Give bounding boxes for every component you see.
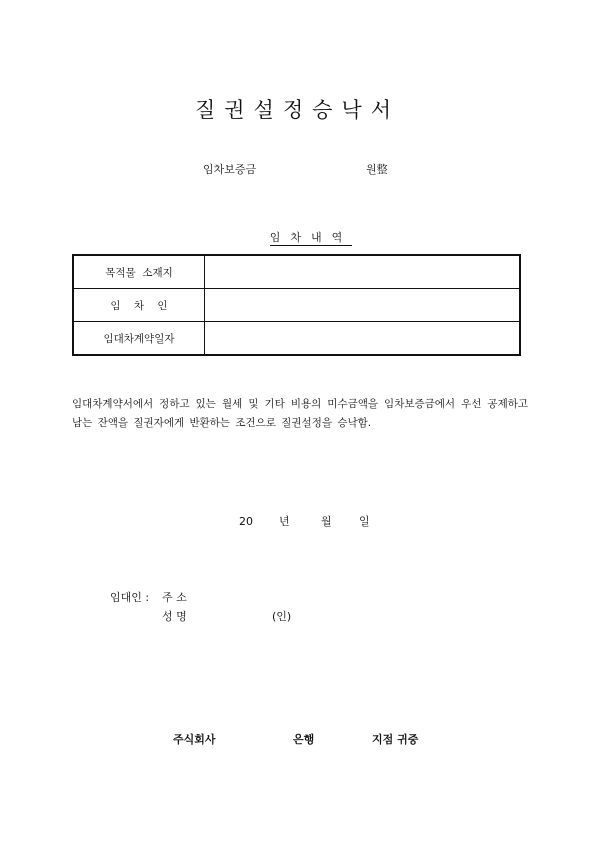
tenant-value [205,289,521,322]
document-title: 질권설정승낙서 [194,98,400,122]
lessor-name-label: 성 명 [162,610,187,623]
table-row [73,289,520,322]
lease-details-table [72,254,521,356]
recipient-branch: 지점 귀중 [372,733,419,746]
tenant-label: 임 차 인 [73,289,205,322]
lessor-address-label: 주 소 [162,591,187,604]
agreement-text: 임대차계약서에서 정하고 있는 월세 및 기타 비용의 미수금액을 임차보증금에서 우선 공제하고 남는 잔액을 질권자에게 반환하는 조건으로 질권설정을 승낙함. [72,398,528,429]
deposit-label: 임차보증금 [203,163,257,176]
deposit-amount-unit: 원整 [366,163,388,176]
property-location-label: 목적물 소재지 [73,255,205,289]
date-line [232,500,370,529]
date-day-unit: 일 [359,515,370,528]
date-month-unit: 월 [321,515,332,528]
date-year-prefix: 20 [239,515,253,528]
contract-date-label: 임대차계약일자 [73,322,205,356]
recipient-bank: 은행 [293,733,315,746]
contract-date-value [205,322,521,356]
date-year-unit: 년 [279,515,290,528]
table-row [73,255,520,289]
table-row [73,322,520,356]
recipient-company: 주식회사 [173,733,216,746]
lessor-seal-mark: (인) [272,610,292,623]
property-location-value [205,255,521,289]
section-heading [0,216,595,245]
section-heading-text: 임차내역 [269,231,353,244]
lessor-label: 임대인 : [110,591,150,604]
